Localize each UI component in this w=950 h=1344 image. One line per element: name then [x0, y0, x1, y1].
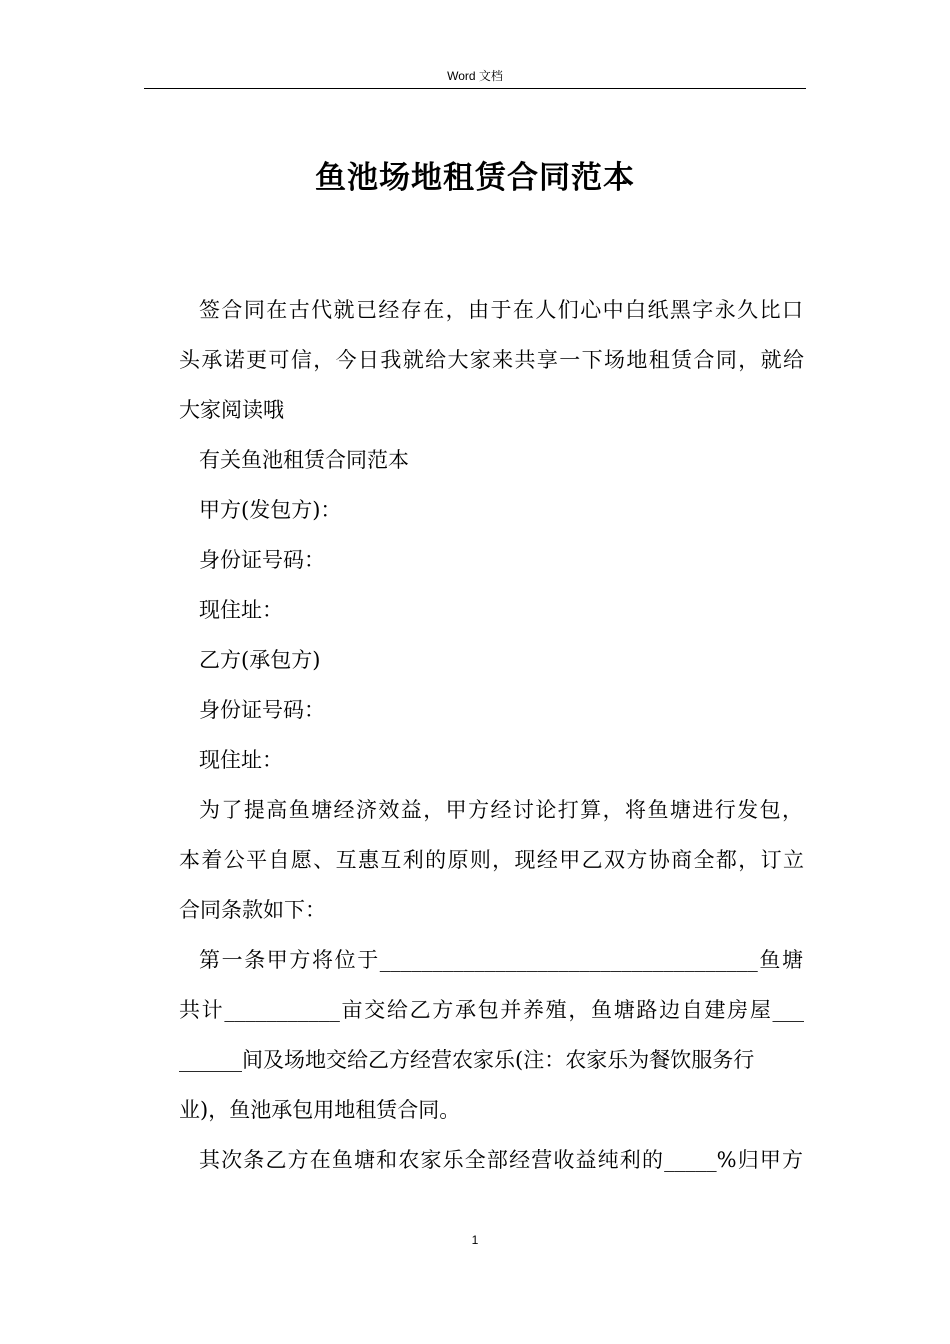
body-line: 身份证号码：: [199, 548, 325, 572]
document-title: 鱼池场地租赁合同范本: [315, 160, 635, 196]
body-line: 有关鱼池租赁合同范本: [199, 448, 409, 472]
body-line: 现住址：: [199, 748, 283, 772]
body-line: 第一条甲方将位于____________________________________鱼塘: [199, 948, 803, 972]
body-line: 现住址：: [199, 598, 283, 622]
body-line: 共计___________亩交给乙方承包并养殖，鱼塘路边自建房屋___: [179, 998, 804, 1022]
body-line: 身份证号码：: [199, 698, 325, 722]
body-line: 其次条乙方在鱼塘和农家乐全部经营收益纯利的_____%归甲方: [199, 1148, 803, 1172]
body-line: 大家阅读哦: [179, 398, 284, 422]
body-line: 头承诺更可信，今日我就给大家来共享一下场地租赁合同，就给: [179, 348, 804, 372]
body-line: 甲方(发包方)：: [199, 498, 342, 522]
body-line: 为了提高鱼塘经济效益，甲方经讨论打算，将鱼塘进行发包，: [199, 798, 803, 822]
body-line: 合同条款如下：: [179, 898, 326, 922]
body-line: 本着公平自愿、互惠互利的原则，现经甲乙双方协商全都，订立: [179, 848, 804, 872]
header-divider: [144, 88, 806, 89]
body-line: 签合同在古代就已经存在，由于在人们心中白纸黑字永久比口: [199, 298, 803, 322]
page-number: 1: [471, 1233, 479, 1247]
body-line: ______间及场地交给乙方经营农家乐(注：农家乐为餐饮服务行: [179, 1048, 755, 1072]
body-line: 乙方(承包方): [199, 648, 321, 672]
body-line: 业)，鱼池承包用地租赁合同。: [179, 1098, 461, 1122]
page-header: Word 文档: [447, 69, 503, 83]
